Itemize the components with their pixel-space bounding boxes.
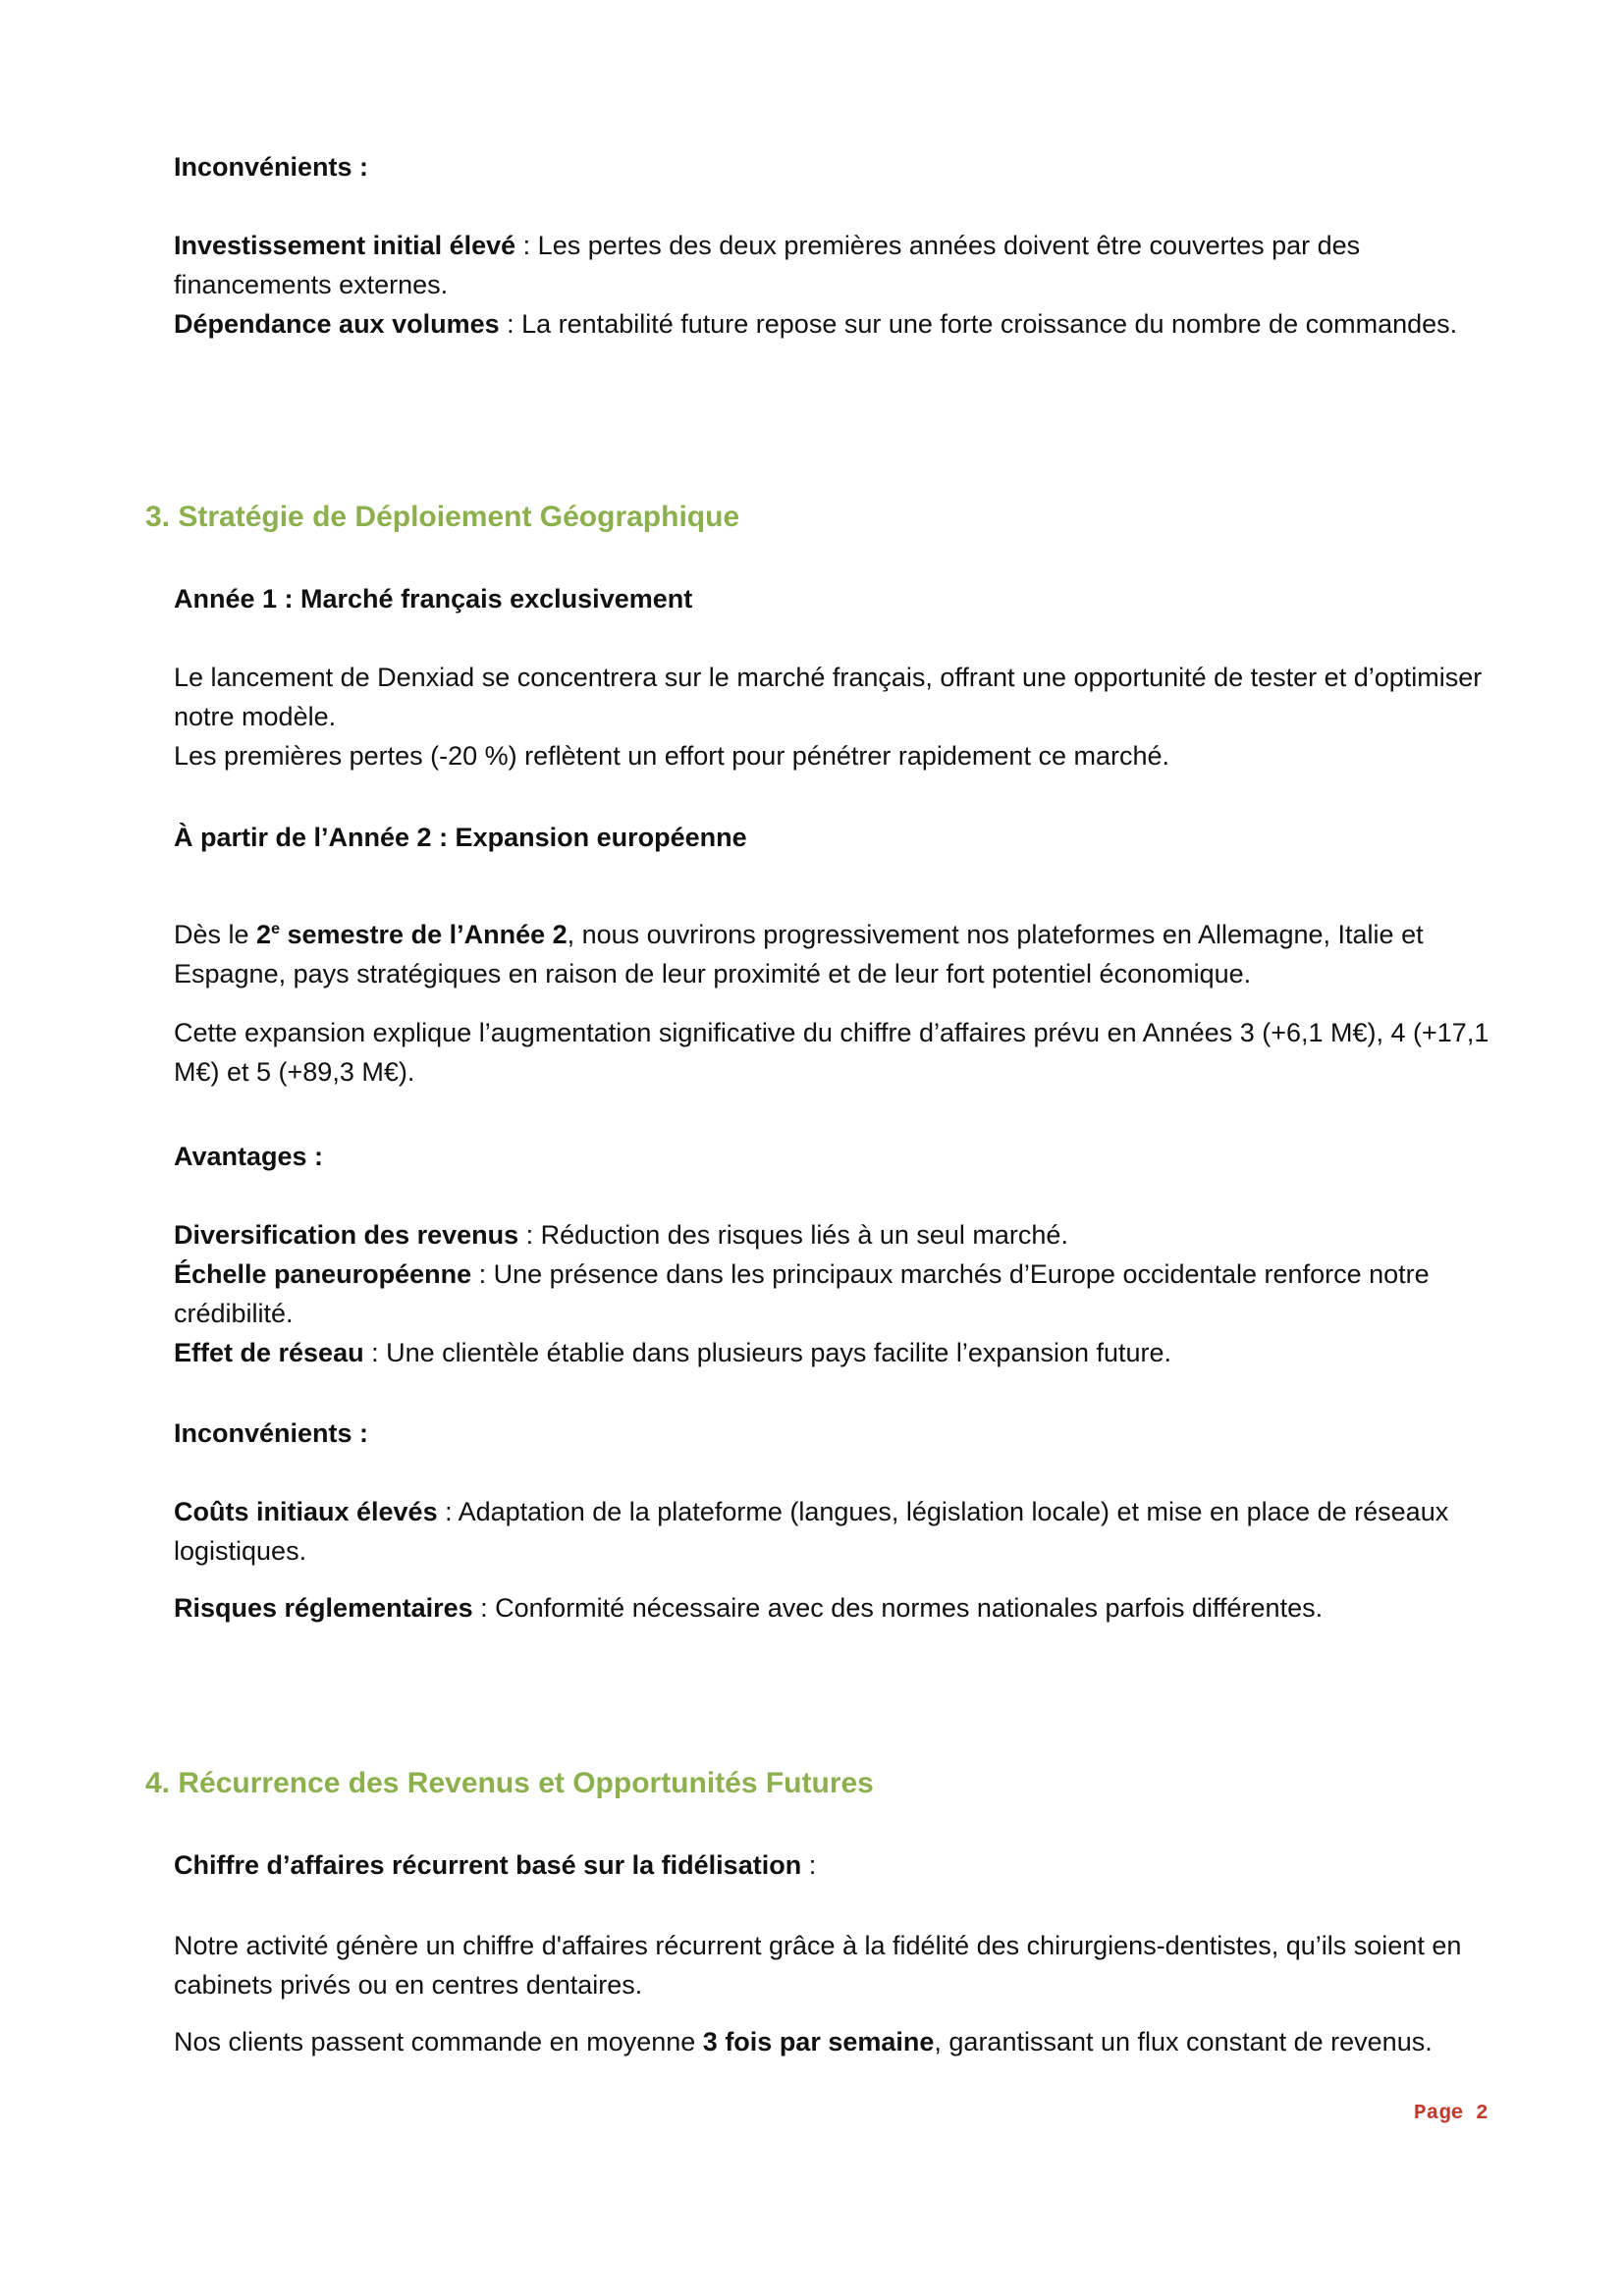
year2-p1-sup: e [271, 921, 280, 937]
cons-title-text: Inconvénients : [174, 1418, 369, 1448]
recurring-p2-bold: 3 fois par semaine [702, 2027, 935, 2056]
year2-p1-num: 2 [256, 920, 272, 949]
recurring-p2 [174, 2022, 1509, 2061]
year1-p2: Les premières pertes (-20 %) reflètent un effort pour pénétrer rapidement ce marché. [174, 741, 1170, 771]
cons-title-text: Inconvénients : [174, 152, 369, 182]
pro-item-text: : Une présence dans les principaux marchés d’Europe occidentale renforce notre crédibilité. [174, 1259, 1430, 1328]
pros-title [174, 1137, 1509, 1176]
year1-paragraph [174, 658, 1509, 775]
recurring-p2-a: Nos clients passent commande en moyenne [174, 2027, 703, 2056]
pro-item-network [174, 1333, 1509, 1372]
year1-title-text: Année 1 : Marché français exclusivement [174, 584, 693, 614]
year2-p1-b: , nous ouvrirons progressivement nos plateformes en Allemagne, Italie et Espagne, pays stratégiques en raison de leur proximité et de leur fort potentiel économique. [174, 920, 1424, 988]
pro-item-bold: Échelle paneuropéenne [174, 1259, 472, 1289]
pro-item-paneuropean [174, 1255, 1509, 1333]
year2-title-text: À partir de l’Année 2 : Expansion européenne [174, 823, 747, 852]
year2-p1-bold [256, 920, 568, 949]
recurring-subtitle-text: : [801, 1850, 817, 1880]
section-3-heading: 3. Stratégie de Déploiement Géographique [145, 501, 740, 533]
con-item-bold: Coûts initiaux élevés [174, 1497, 438, 1526]
con-item-text: : La rentabilité future repose sur une forte croissance du nombre de commandes. [499, 309, 1458, 339]
con-item-investment [174, 226, 1509, 304]
pro-item-diversification [174, 1215, 1509, 1255]
year2-title [174, 818, 1509, 857]
recurring-p2-b: , garantissant un flux constant de revenus. [934, 2027, 1433, 2056]
con-item-costs [174, 1492, 1509, 1571]
pro-item-bold: Effet de réseau [174, 1338, 364, 1367]
year2-p1-rest: semestre de l’Année 2 [279, 920, 568, 949]
year1-p1: Le lancement de Denxiad se concentrera sur le marché français, offrant une opportunité de tester et d’optimiser notre modèle. [174, 663, 1483, 731]
cons-title-s3 [174, 1414, 1509, 1453]
recurring-subtitle-bold: Chiffre d’affaires récurrent basé sur la fidélisation [174, 1850, 802, 1880]
pros-list [174, 1215, 1509, 1372]
con-item-bold: Dépendance aux volumes [174, 309, 500, 339]
recurring-p1: Notre activité génère un chiffre d'affaires récurrent grâce à la fidélité des chirurgiens-dentistes, qu’ils soient en cabinets privés ou en centres dentaires. [174, 1931, 1462, 2000]
year1-title [174, 579, 1509, 618]
recurring-subtitle [174, 1845, 1509, 1885]
section-4-heading: 4. Récurrence des Revenus et Opportunités Futures [145, 1767, 874, 1799]
con-item-bold: Investissement initial élevé [174, 231, 516, 260]
con-item-bold: Risques réglementaires [174, 1593, 473, 1623]
cons-list-s2 [174, 226, 1509, 344]
con-item-text: : Conformité nécessaire avec des normes nationales parfois différentes. [472, 1593, 1324, 1623]
page-number: Page 2 [1414, 2103, 1489, 2125]
pro-item-text: : Réduction des risques liés à un seul marché. [518, 1220, 1068, 1250]
cons-title-s2 [174, 147, 1509, 187]
year2-p1 [174, 915, 1509, 993]
pro-item-bold: Diversification des revenus [174, 1220, 519, 1250]
pro-item-text: : Une clientèle établie dans plusieurs pays facilite l’expansion future. [363, 1338, 1172, 1367]
year2-p2: Cette expansion explique l’augmentation significative du chiffre d’affaires prévu en Années 3 (+6,1 M€), 4 (+17,1 M€) et 5 (+89,3 M€). [174, 1018, 1489, 1087]
con-item-text: : Adaptation de la plateforme (langues, législation locale) et mise en place de réseaux logistiques. [174, 1497, 1449, 1566]
pros-title-text: Avantages : [174, 1142, 324, 1171]
con-item-volumes [174, 304, 1509, 344]
year2-p1-a: Dès le [174, 920, 257, 949]
con-item-text: : Les pertes des deux premières années doivent être couvertes par des financements externes. [174, 231, 1361, 299]
con-item-regulatory [174, 1588, 1509, 1628]
